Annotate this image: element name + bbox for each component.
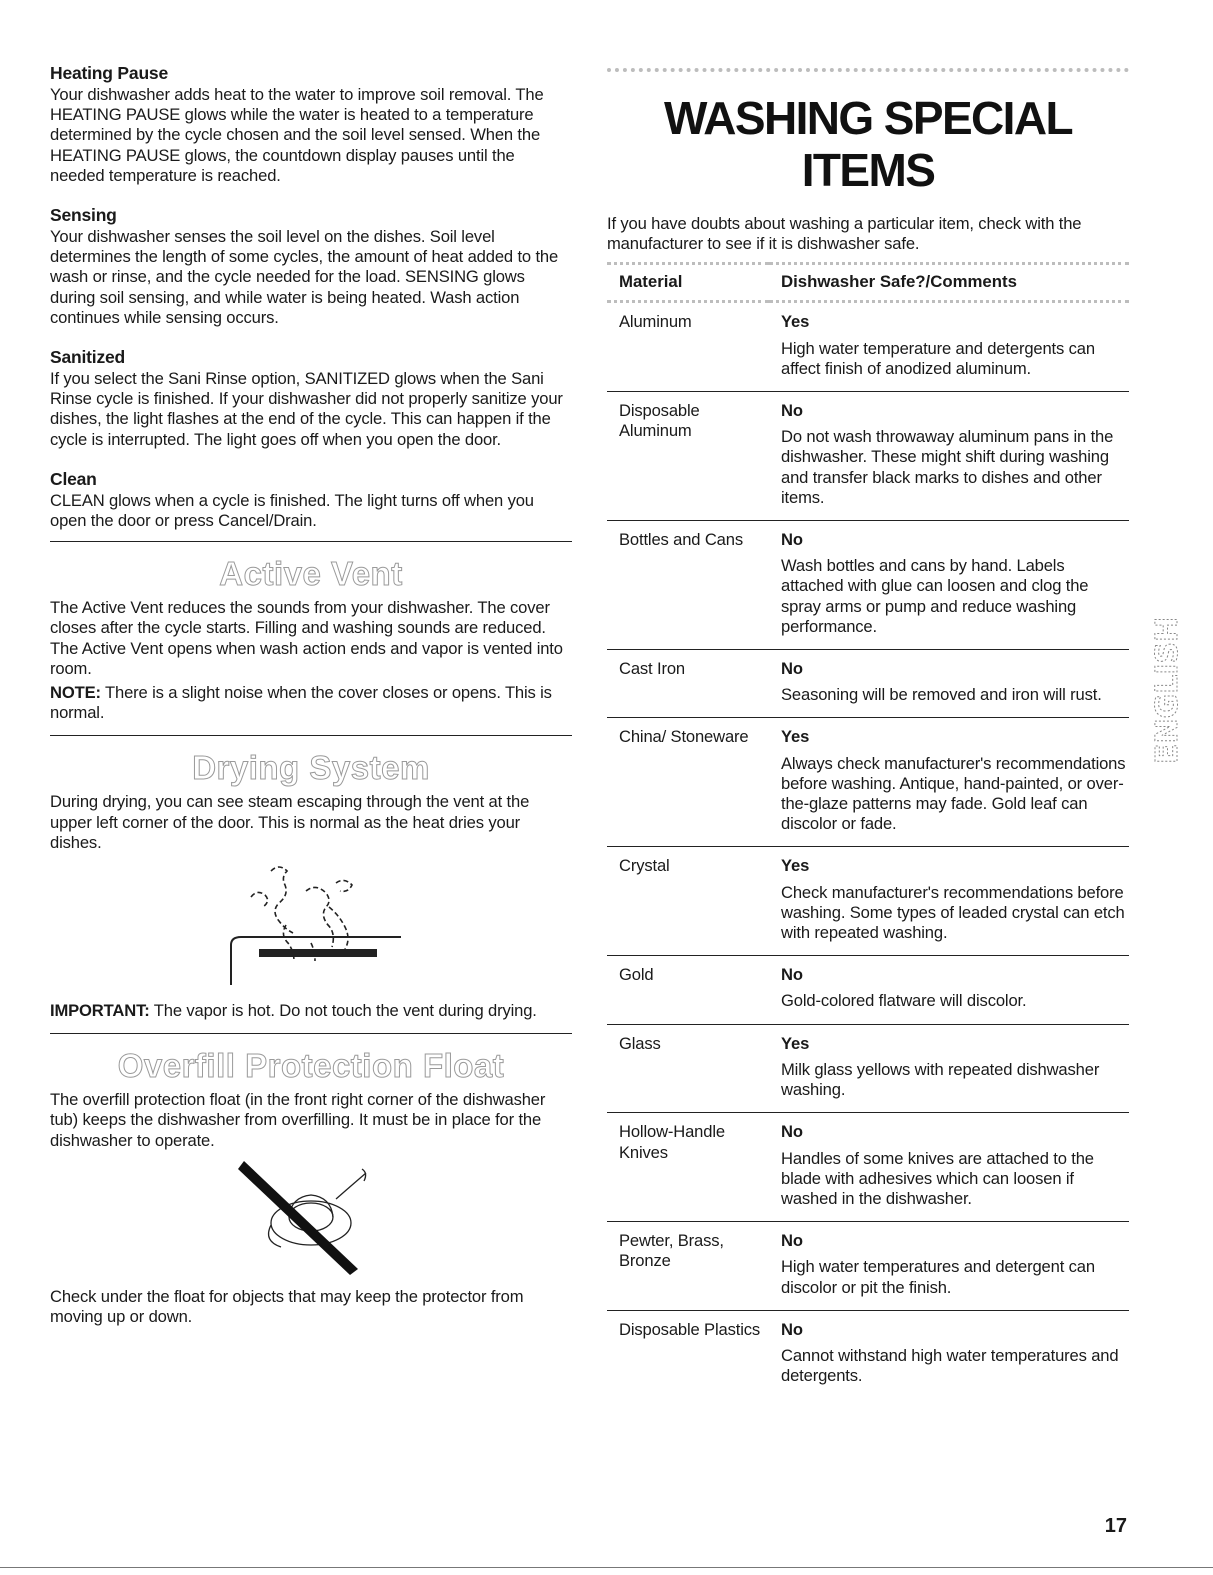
active-vent-text: The Active Vent reduces the sounds from your dishwasher. The cover closes after the cycle starts. Filling and washing sounds are reduced. The Active Vent opens when wash action ends and vapor is vented into room. <box>50 598 563 678</box>
drying-system-title: Drying System <box>192 749 430 787</box>
heating-pause-section <box>50 62 572 186</box>
clean-section <box>50 468 572 531</box>
right-column <box>607 62 1129 1398</box>
heating-pause-heading: Heating Pause <box>50 63 168 83</box>
material-cell: Glass <box>607 1024 769 1113</box>
divider <box>50 735 572 736</box>
safe-verdict: No <box>781 1122 803 1142</box>
table-row <box>607 847 1129 956</box>
material-cell: Aluminum <box>607 302 769 392</box>
table-row <box>607 956 1129 1024</box>
comment-text: Cannot withstand high water temperatures and detergents. <box>781 1345 1119 1386</box>
sanitized-text: If you select the Sani Rinse option, SANITIZED glows when the Sani Rinse cycle is finished. If your dishwasher did not properly sanitize your dishes, the light flashes at the end of the cycle. This can happen if the cycle is interrupted. The light goes off when you open the door. <box>50 369 563 449</box>
top-dotted-rule <box>607 68 1129 80</box>
comment-text: Seasoning will be removed and iron will rust. <box>781 685 1102 705</box>
comment-text: Gold-colored flatware will discolor. <box>781 991 1027 1011</box>
material-cell: Crystal <box>607 847 769 956</box>
table-row <box>607 1310 1129 1398</box>
material-cell: Disposable Aluminum <box>607 392 769 521</box>
safe-verdict: Yes <box>781 856 810 876</box>
active-vent-title: Active Vent <box>219 555 403 593</box>
sanitized-heading: Sanitized <box>50 347 126 368</box>
important-text: The vapor is hot. Do not touch the vent during drying. <box>149 1001 537 1021</box>
comment-text: Check manufacturer's recommendations before washing. Some types of leaded crystal can etch with repeated washing. <box>781 882 1125 943</box>
note-label: NOTE: <box>50 683 101 703</box>
comment-text: Handles of some knives are attached to the blade with adhesives which can loosen if washed in the dishwasher. <box>781 1148 1094 1208</box>
table-header-row <box>607 264 1129 302</box>
table-body <box>607 302 1129 1398</box>
divider <box>50 1033 572 1034</box>
safe-verdict: Yes <box>781 312 810 332</box>
important-label: IMPORTANT: <box>50 1001 150 1021</box>
side-tab-label: ENGLISH <box>1150 616 1185 764</box>
page-title-line2: ITEMS <box>801 144 935 196</box>
page-title <box>607 92 1129 196</box>
comment-text: High water temperatures and detergent can discolor or pit the finish. <box>781 1257 1095 1297</box>
safe-verdict: No <box>781 1319 803 1339</box>
safe-verdict: No <box>781 1231 803 1251</box>
page-title-line1: WASHING SPECIAL <box>664 92 1072 144</box>
steam-vent-illustration <box>211 853 411 993</box>
material-cell: China/ Stoneware <box>607 718 769 847</box>
comment-cell <box>769 1222 1129 1311</box>
heating-pause-text: Your dishwasher adds heat to the water to improve soil removal. The HEATING PAUSE glows while the water is heated to a temperature determined by the cycle chosen and the soil level sensed. When the HEATING PAUSE glows, the countdown display pauses until the needed temperature is reached. <box>50 85 544 185</box>
language-side-tab <box>1150 568 1185 768</box>
table-row <box>607 1222 1129 1311</box>
clean-text: CLEAN glows when a cycle is finished. The light turns off when you open the door or press Cancel/Drain. <box>50 490 534 531</box>
sensing-heading: Sensing <box>50 205 117 226</box>
comment-cell <box>769 392 1129 521</box>
comment-cell <box>769 956 1129 1024</box>
material-cell: Gold <box>607 956 769 1024</box>
comment-cell <box>769 1310 1129 1398</box>
comment-cell <box>769 302 1129 392</box>
material-cell: Cast Iron <box>607 650 769 718</box>
note-text: There is a slight noise when the cover closes or opens. This is normal. <box>50 683 552 723</box>
comment-cell <box>769 650 1129 718</box>
overfill-text: The overfill protection float (in the front right corner of the dishwasher tub) keeps the dishwasher from overfilling. It must be in place for the dishwasher to operate. <box>50 1090 546 1150</box>
comment-text: High water temperature and detergents can affect finish of anodized aluminum. <box>781 338 1095 378</box>
material-header: Material <box>607 264 769 302</box>
material-cell: Bottles and Cans <box>607 521 769 650</box>
safe-verdict: No <box>781 659 803 679</box>
sanitized-section <box>50 346 572 450</box>
safe-verdict: Yes <box>781 1033 810 1053</box>
material-cell: Disposable Plastics <box>619 1319 761 1339</box>
comment-text: Do not wash throwaway aluminum pans in the dishwasher. These might shift during washing and transfer black marks to dishes and other items. <box>781 427 1114 507</box>
material-cell: Pewter, Brass, Bronze <box>607 1222 769 1311</box>
safe-verdict: No <box>781 401 803 421</box>
sensing-text: Your dishwasher senses the soil level on the dishes. Soil level determines the length of some cycles, the amount of heat added to the wash or rinse, and the cycle needed for the load. SENSING glows during soil sensing, and while water is being heated. Wash action continues while sensing occurs. <box>50 227 559 327</box>
comment-cell <box>769 847 1129 956</box>
float-illustration <box>236 1159 386 1279</box>
table-row <box>607 302 1129 392</box>
table-row <box>607 1024 1129 1113</box>
special-items-table <box>607 262 1129 1398</box>
comment-cell <box>769 1024 1129 1113</box>
safe-verdict: No <box>781 965 803 985</box>
safe-verdict: No <box>781 530 803 550</box>
left-column <box>50 62 572 1327</box>
table-row <box>607 392 1129 521</box>
drying-important <box>50 1001 572 1021</box>
page-number: 17 <box>1104 1515 1127 1537</box>
bottom-rule <box>0 1567 1213 1568</box>
comment-cell <box>769 718 1129 847</box>
overfill-check-text: Check under the float for objects that may keep the protector from moving up or down. <box>50 1286 524 1327</box>
sensing-section <box>50 204 572 328</box>
clean-heading: Clean <box>50 468 97 489</box>
comments-header: Dishwasher Safe?/Comments <box>769 264 1129 302</box>
table-row <box>607 1113 1129 1222</box>
intro-text: If you have doubts about washing a particular item, check with the manufacturer to see if it is dishwasher safe. <box>607 214 1082 254</box>
table-row <box>607 718 1129 847</box>
overfill-title: Overfill Protection Float <box>117 1047 505 1085</box>
comment-text: Milk glass yellows with repeated dishwasher washing. <box>781 1059 1100 1100</box>
material-cell: Hollow-Handle Knives <box>607 1113 769 1222</box>
active-vent-note <box>50 683 572 723</box>
comment-text: Always check manufacturer's recommendations before washing. Antique, hand-painted, or over-the-glaze patterns may fade. Gold leaf can discolor or fade. <box>781 753 1126 834</box>
table-row <box>607 521 1129 650</box>
comment-text: Wash bottles and cans by hand. Labels attached with glue can loosen and clog the spray arms or pump and reduce washing performance. <box>781 556 1089 636</box>
safe-verdict: Yes <box>781 727 810 747</box>
drying-system-text: During drying, you can see steam escaping through the vent at the upper left corner of the door. This is normal as the heat dries your dishes. <box>50 792 530 852</box>
table-row <box>607 650 1129 718</box>
comment-cell <box>769 1113 1129 1222</box>
divider <box>50 541 572 542</box>
comment-cell <box>769 521 1129 650</box>
